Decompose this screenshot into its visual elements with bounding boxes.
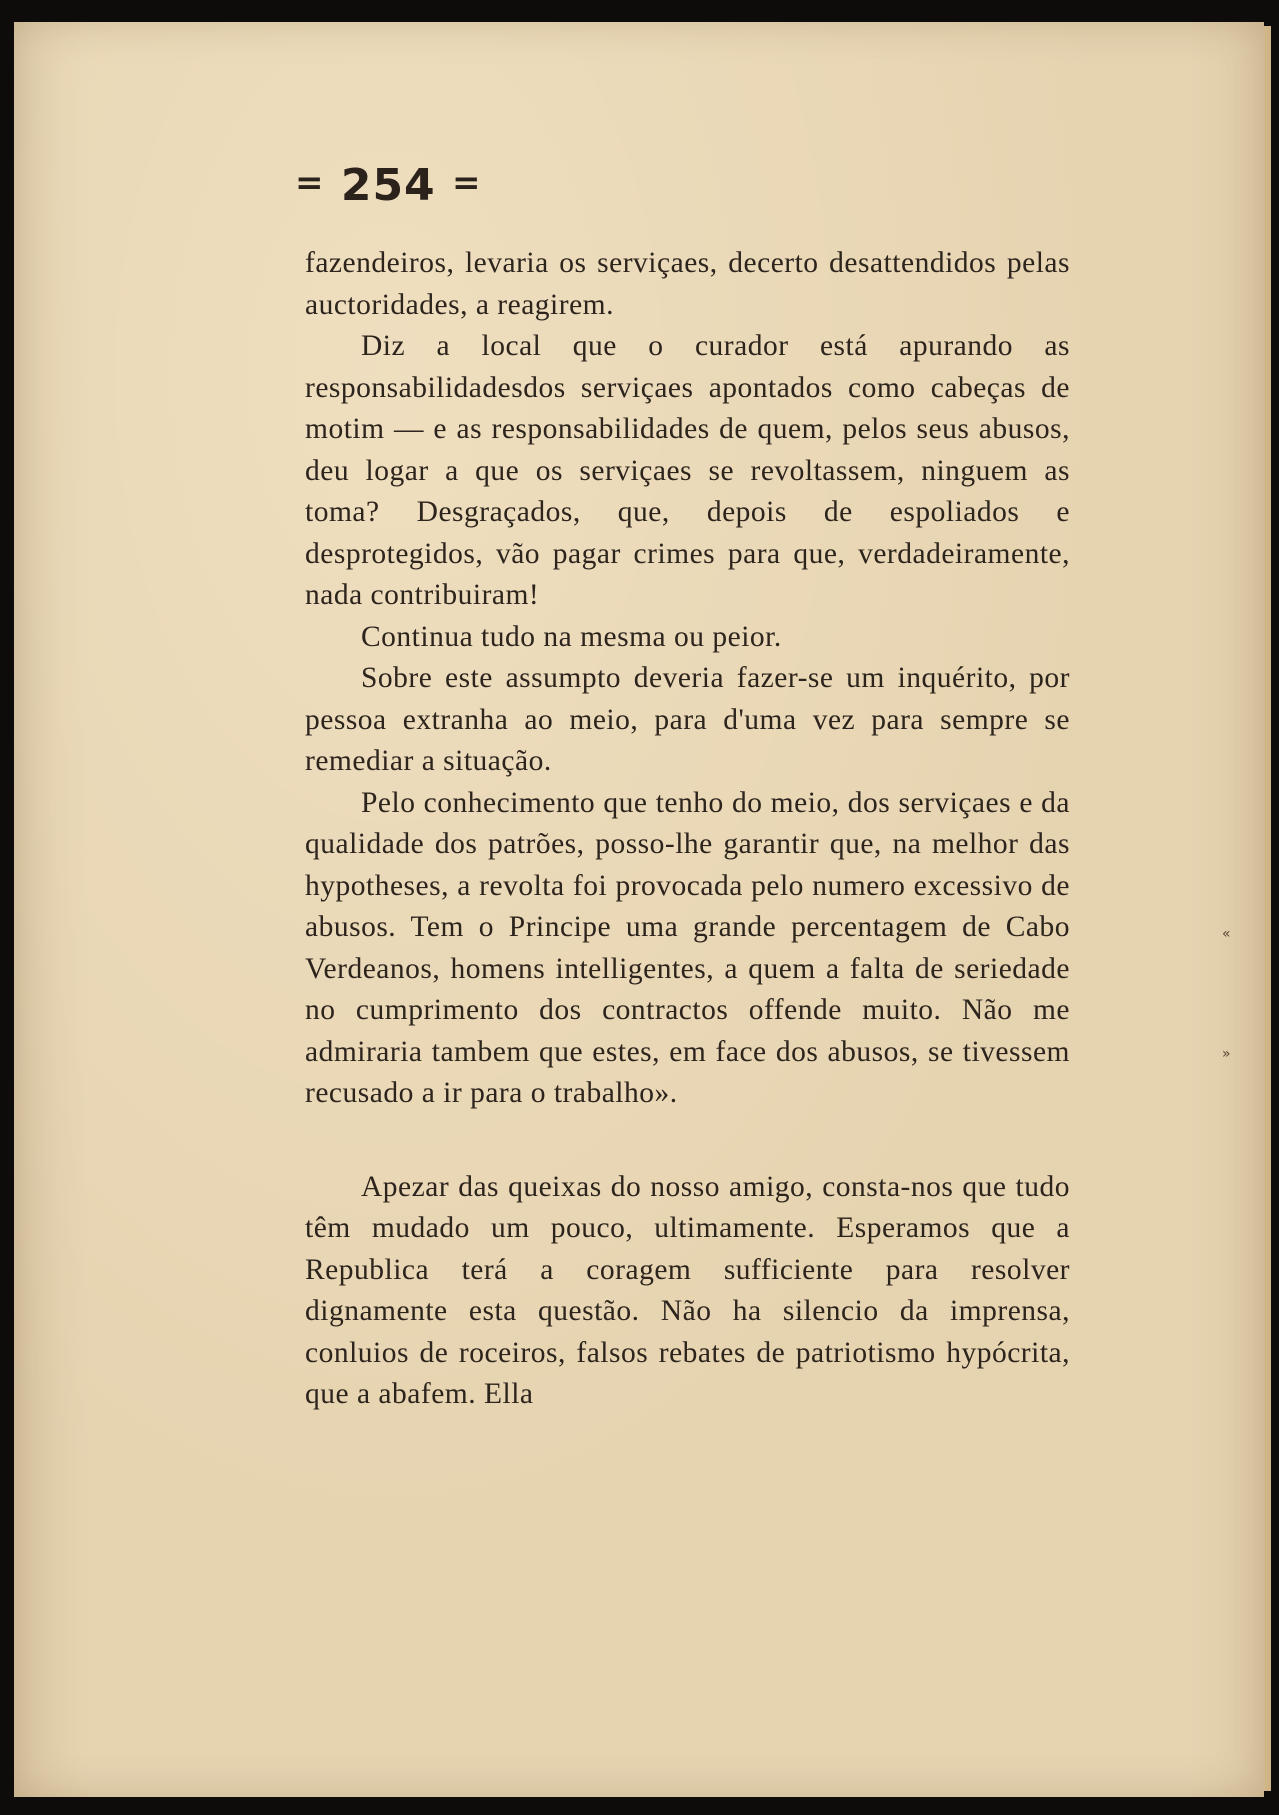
paragraph: Apezar das queixas do nosso amigo, consta-nos que tudo têm mudado um pouco, ultimamente. Esperamos que a Republica terá a coragem sufficiente para resolver dignamente esta questão. Não ha silencio da imprensa, conluios de roceiros, falsos rebates de patriotismo hypócrita, que a abafem. Ella [305, 1170, 1070, 1410]
paragraph: Diz a local que o curador está apurando as responsabilidadesdos serviçaes apontados como cabeças de motim — e as responsabilidades de quem, pelos seus abusos, deu logar a que os serviçaes se revoltassem, ninguem as toma? Desgraçados, que, depois de espoliados e desprotegidos, vão pagar crimes para que, verdadeiramente, nada contribuiram! [305, 330, 1070, 611]
margin-quote-mark-lower: » [1222, 1046, 1231, 1062]
page-number-suffix: = [452, 163, 482, 203]
page-number [295, 160, 482, 211]
page-number-prefix: = [295, 163, 325, 203]
paragraph: Continua tudo na mesma ou peior. [361, 620, 782, 653]
paragraph: Pelo conhecimento que tenho do meio, dos serviçaes e da qualidade dos patrões, posso-lhe garantir que, na melhor das hypotheses, a revolta foi provocada pelo numero excessivo de abusos. Tem o Principe uma grande percentagem de Cabo Verdeanos, homens intelligentes, a quem a falta de seriedade no cumprimento dos contractos offende muito. Não me admiraria tambem que estes, em face dos abusos, se tivessem recusado a ir para o trabalho». [305, 786, 1070, 1109]
paragraph-continued: fazendeiros, levaria os serviçaes, decerto desattendidos pelas auctoridades, a reagirem. [305, 247, 1070, 321]
paragraph: Sobre este assumpto deveria fazer-se um inquérito, por pessoa extranha ao meio, para d'uma vez para sempre se remediar a situação. [305, 662, 1070, 777]
page-number-value: 254 [340, 160, 436, 211]
margin-quote-mark-upper: « [1222, 926, 1231, 942]
body-text [305, 243, 1070, 1416]
